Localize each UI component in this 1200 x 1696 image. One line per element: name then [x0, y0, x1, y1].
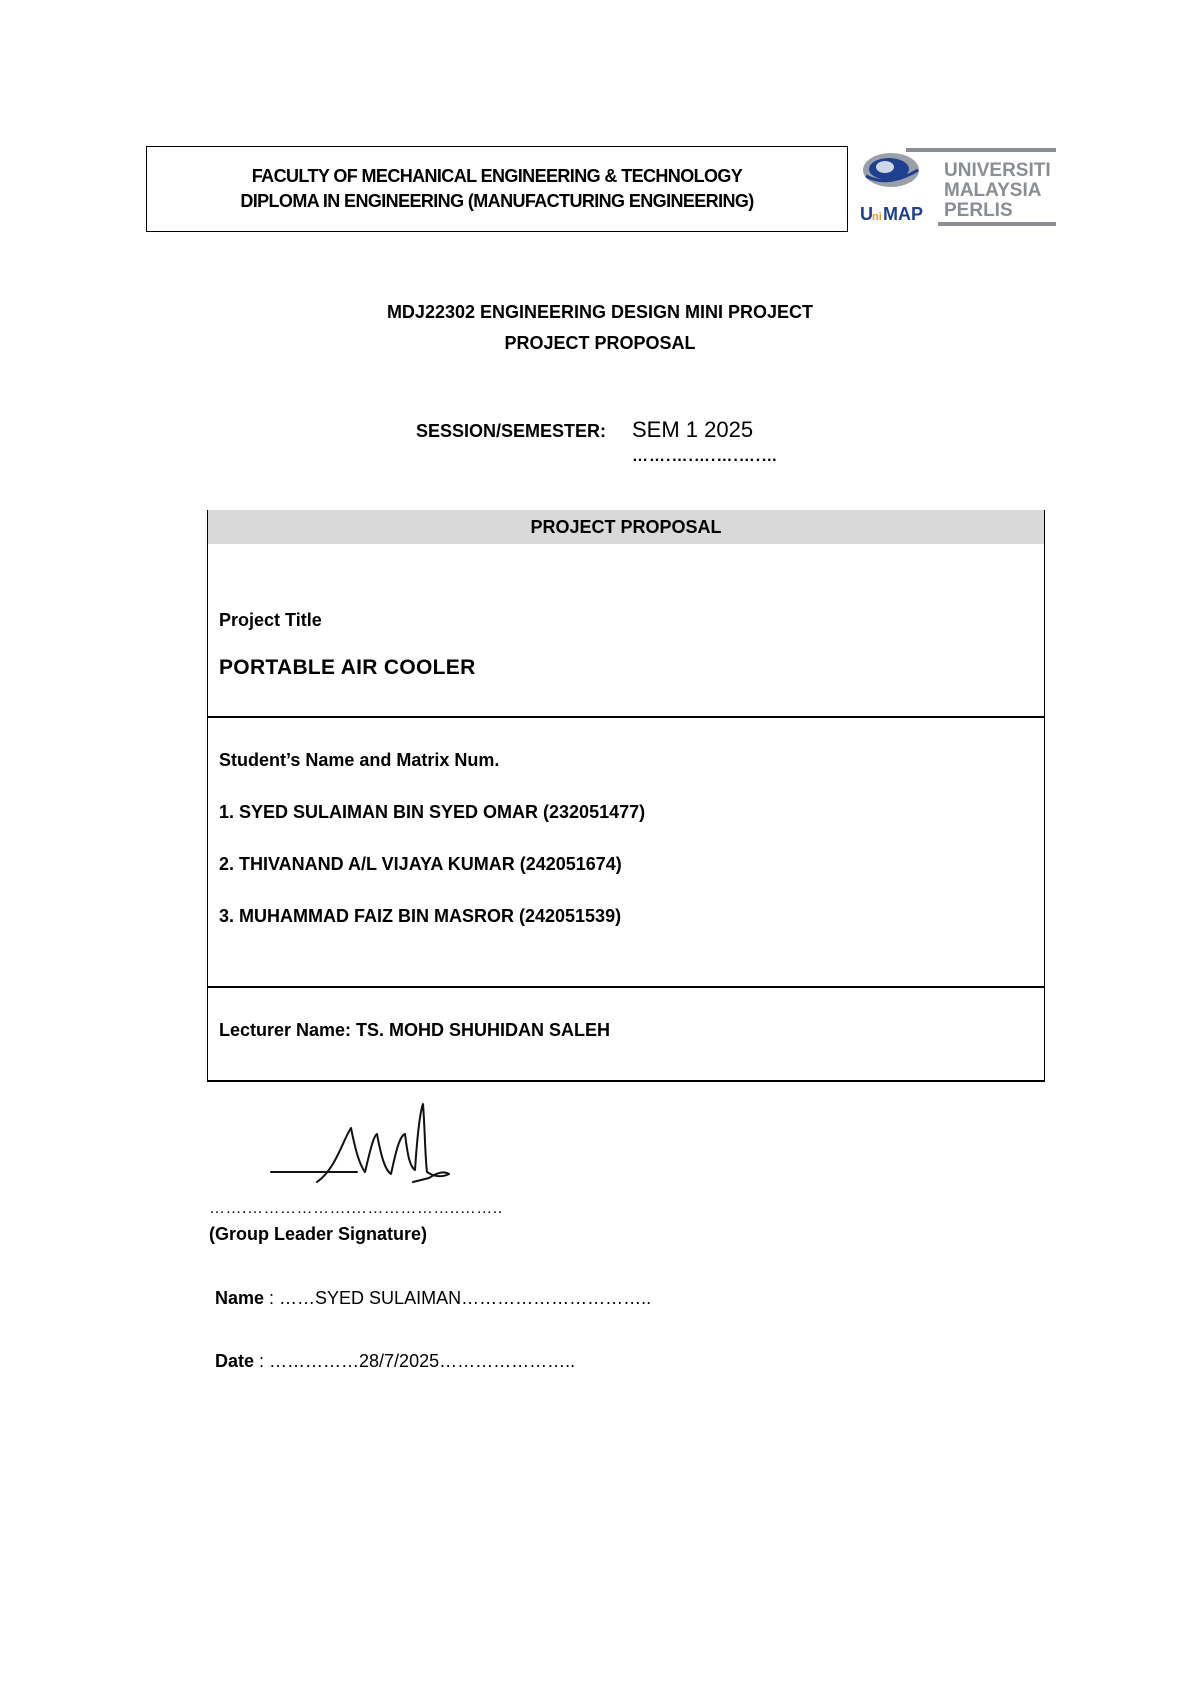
- date-field: [215, 1351, 575, 1372]
- course-subtitle: PROJECT PROPOSAL: [504, 333, 696, 353]
- session-dots: …….….….….….…: [632, 448, 779, 465]
- student-item: 2. THIVANAND A/L VIJAYA KUMAR (242051674): [219, 854, 622, 874]
- signature-image: [265, 1100, 465, 1192]
- lecturer-name: Lecturer Name: TS. MOHD SHUHIDAN SALEH: [219, 1020, 611, 1040]
- project-title-cell: [208, 544, 1044, 718]
- svg-text:ni: ni: [872, 211, 882, 223]
- logo-line-2: MALAYSIA: [944, 180, 1042, 201]
- student-item: 3. MUHAMMAD FAIZ BIN MASROR (242051539): [219, 906, 622, 926]
- university-logo: [858, 146, 1058, 230]
- session-label: SESSION/SEMESTER:: [416, 421, 607, 441]
- date-value: : ……………28/7/2025…………………..: [254, 1351, 576, 1371]
- students-label: Student’s Name and Matrix Num.: [219, 750, 500, 770]
- signature-caption: (Group Leader Signature): [209, 1224, 428, 1244]
- proposal-table: [207, 510, 1045, 1082]
- signature-dots: …….……………….………………..……..: [209, 1200, 503, 1217]
- project-title-value: PORTABLE AIR COOLER: [219, 656, 476, 679]
- session-value: SEM 1 2025: [632, 417, 754, 442]
- name-field: [215, 1288, 651, 1309]
- table-header: PROJECT PROPOSAL: [208, 510, 1044, 544]
- faculty-name: FACULTY OF MECHANICAL ENGINEERING & TECHNOLOGY: [251, 166, 743, 186]
- faculty-header: [146, 146, 848, 232]
- student-item: 1. SYED SULAIMAN BIN SYED OMAR (232051477): [219, 802, 646, 822]
- logo-line-1: UNIVERSITI: [944, 160, 1051, 181]
- diploma-name: DIPLOMA IN ENGINEERING (MANUFACTURING ENGINEERING): [240, 191, 754, 211]
- name-value: : ……SYED SULAIMAN…………………………..: [264, 1288, 652, 1308]
- logo-line-3: PERLIS: [944, 200, 1013, 221]
- date-label: Date: [215, 1351, 255, 1371]
- svg-text:MAP: MAP: [883, 204, 923, 224]
- lecturer-cell: [208, 988, 1044, 1082]
- name-label: Name: [215, 1288, 265, 1308]
- svg-text:U: U: [860, 204, 873, 224]
- course-title: MDJ22302 ENGINEERING DESIGN MINI PROJECT: [386, 302, 814, 322]
- students-cell: [208, 718, 1044, 988]
- project-title-label: Project Title: [219, 610, 322, 630]
